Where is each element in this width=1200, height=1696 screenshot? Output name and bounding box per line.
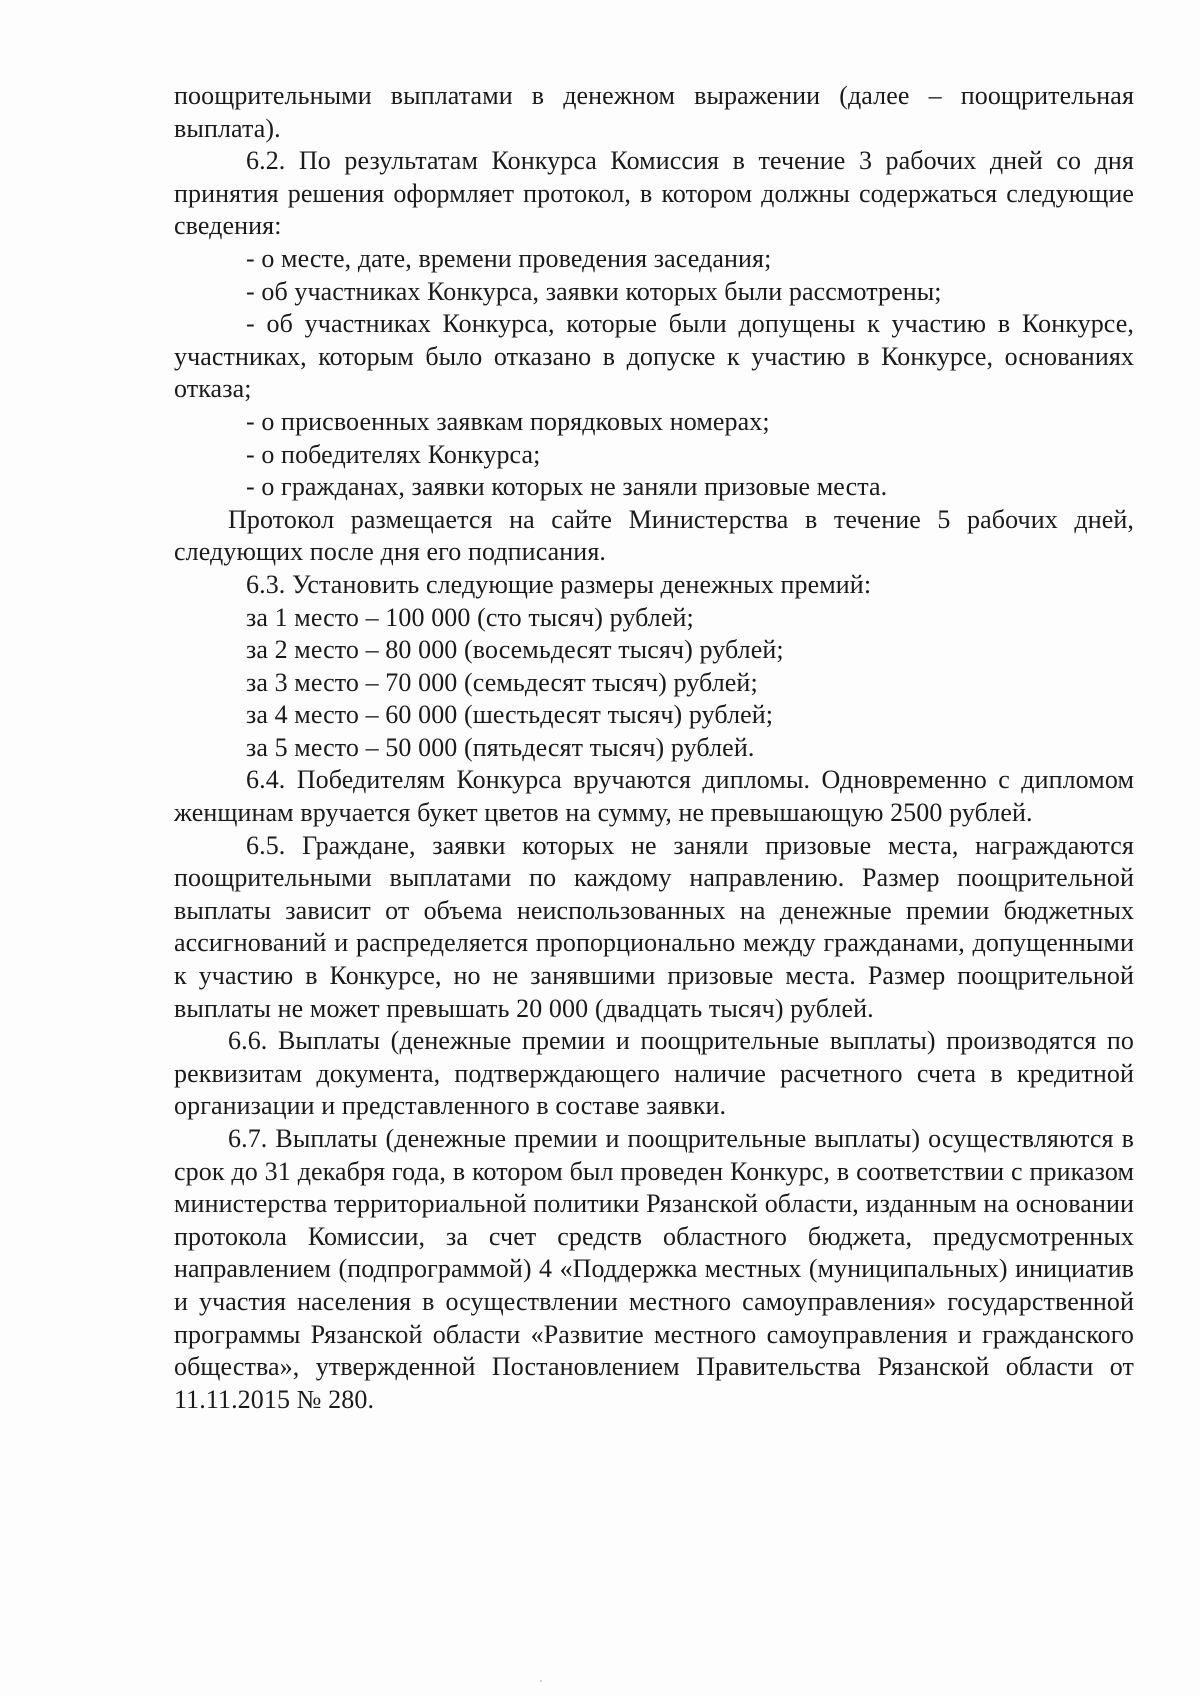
paragraph-6-6: 6.6. Выплаты (денежные премии и поощрительные выплаты) производятся по реквизитам документа, подтверждающего наличие расчетного счета в кредитной организации и представленного в составе заявки. xyxy=(174,1026,1134,1121)
paragraph-protocol: Протокол размещается на сайте Министерства в течение 5 рабочих дней, следующих после дня его подписания. xyxy=(174,504,1134,567)
paragraph-6-3: 6.3. Установить следующие размеры денежных премий: xyxy=(246,569,872,599)
list-item: - о присвоенных заявкам порядковых номерах; xyxy=(246,406,770,436)
paragraph-6-5: 6.5. Граждане, заявки которых не заняли призовые места, награждаются поощрительными выплатами по каждому направлению. Размер поощрительной выплаты зависит от объема неиспользованных на денежные премии бюджетных ассигнований и распределяется пропорционально между гражданами, допущенными к участию в Конкурсе, но не занявшими призовые места. Размер поощрительной выплаты не может превышать 20 000 (двадцать тысяч) рублей. xyxy=(174,830,1134,1023)
prize-item: за 1 место – 100 000 (сто тысяч) рублей; xyxy=(246,602,694,632)
list-item: - об участниках Конкурса, которые были допущены к участию в Конкурсе, участниках, которым было отказано в допуске к участию в Конкурсе, основаниях отказа; xyxy=(174,309,1134,404)
prize-item: за 5 место – 50 000 (пятьдесят тысяч) рублей. xyxy=(246,732,755,762)
scan-artifact xyxy=(540,1680,542,1682)
paragraph-continuation: поощрительными выплатами в денежном выражении (далее – поощрительная выплата). xyxy=(174,81,1134,143)
list-item: - о гражданах, заявки которых не заняли призовые места. xyxy=(246,472,888,502)
list-item: - об участниках Конкурса, заявки которых были рассмотрены; xyxy=(246,276,942,306)
list-item: - о победителях Конкурса; xyxy=(246,439,541,469)
document-body xyxy=(174,80,1134,1416)
paragraph-6-7: 6.7. Выплаты (денежные премии и поощрительные выплаты) осуществляются в срок до 31 декабря года, в котором был проведен Конкурс, в соответствии с приказом министерства территориальной политики Рязанской области, изданным на основании протокола Комиссии, за счет средств областного бюджета, предусмотренных направлением (подпрограммой) 4 «Поддержка местных (муниципальных) инициатив и участия населения в осуществлении местного самоуправления» государственной программы Рязанской области «Развитие местного самоуправления и гражданского общества», утвержденной Постановлением Правительства Рязанской области от 11.11.2015 № 280. xyxy=(174,1124,1134,1414)
paragraph-6-4: 6.4. Победителям Конкурса вручаются дипломы. Одновременно с дипломом женщинам вручается букет цветов на сумму, не превышающую 2500 рублей. xyxy=(174,765,1134,828)
list-item: - о месте, дате, времени проведения заседания; xyxy=(246,243,772,273)
paragraph-6-2: 6.2. По результатам Конкурса Комиссия в течение 3 рабочих дней со дня принятия решения оформляет протокол, в котором должны содержаться следующие сведения: xyxy=(174,146,1134,241)
prize-item: за 4 место – 60 000 (шестьдесят тысяч) рублей; xyxy=(246,700,774,730)
prize-item: за 2 место – 80 000 (восемьдесят тысяч) рублей; xyxy=(246,635,784,665)
prize-item: за 3 место – 70 000 (семьдесят тысяч) рублей; xyxy=(246,667,758,697)
